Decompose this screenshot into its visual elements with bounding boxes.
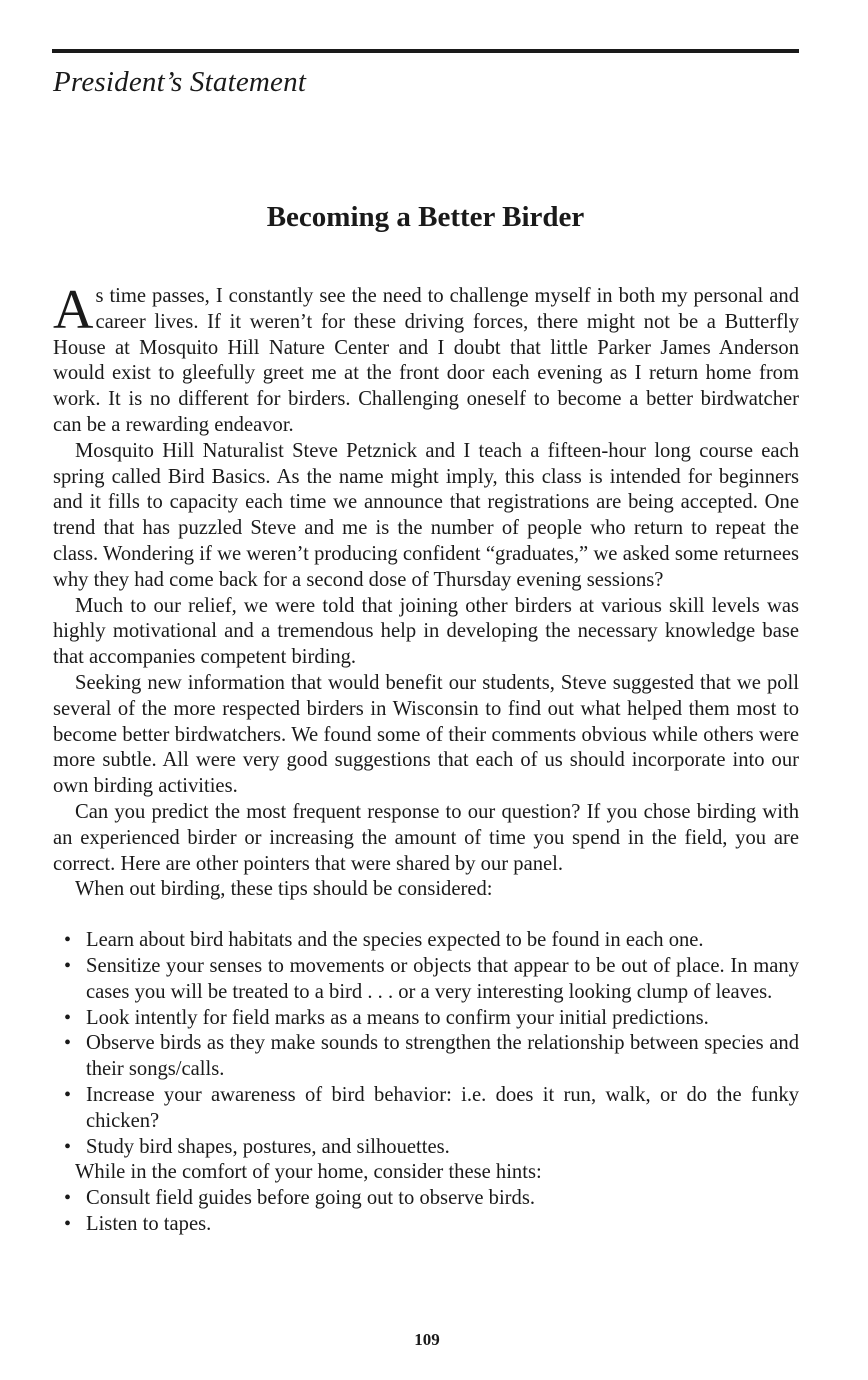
list-item: • Increase your awareness of bird behavior: i.e. does it run, walk, or do the funky chicken? (64, 1083, 799, 1132)
bullet-icon: • (64, 1212, 72, 1235)
list-item: • Listen to tapes. (53, 1212, 799, 1238)
paragraph-2: Mosquito Hill Naturalist Steve Petznick and I teach a fifteen-hour long course each spring called Bird Basics. As the name might imply, this class is intended for beginners and it fills to capacity each time we announce that registrations are being accepted. One trend that has puzzled Steve and me is the number of people who return to repeat the class. Wondering if we weren’t producing confident “graduates,” we asked some returnees why they had come back for a second dose of Thursday evening sessions? (53, 439, 799, 591)
bullet-icon: • (64, 1032, 72, 1055)
bullet-icon: • (64, 929, 72, 952)
bullet-icon: • (64, 954, 72, 977)
section-heading: President’s Statement (53, 66, 307, 98)
page-number: 109 (414, 1330, 440, 1349)
top-rule (52, 49, 799, 53)
field-tips-list (53, 928, 799, 1160)
paragraph-1 (53, 279, 799, 439)
list-item: • Look intently for field marks as a means to confirm your initial predictions. (53, 1006, 799, 1032)
paragraph-1-text: s time passes, I constantly see the need to challenge myself in both my personal and career lives. If it weren’t for these driving forces, there might not be a Butterfly House at Mosquito Hill Nature Center and I doubt that little Parker James Anderson would exist to gleefully greet me at the front door each evening as I return home from work. It is no different for birders. Challenging oneself to become a better birdwatcher can be a rewarding endeavor. (53, 285, 799, 436)
list-item: • Study bird shapes, postures, and silhouettes. (53, 1135, 799, 1161)
list-item: • Observe birds as they make sounds to strengthen the relationship between species and their songs/calls. (64, 1032, 799, 1081)
bullet-icon: • (64, 1006, 72, 1029)
home-tips-intro: While in the comfort of your home, consider these hints: (75, 1161, 542, 1184)
field-tips-intro: When out birding, these tips should be considered: (75, 878, 493, 901)
paragraph-5: Can you predict the most frequent response to our question? If you chose birding with an experienced birder or increasing the amount of time you spend in the field, you are correct. Here are other pointers that were shared by our panel. (53, 800, 799, 875)
drop-cap: A (53, 279, 94, 341)
paragraph-4: Seeking new information that would benefit our students, Steve suggested that we poll several of the more respected birders in Wisconsin to find out what helped them most to become better birdwatchers. We found some of their comments obvious while others were more subtle. All were very good suggestions that each of us should incorporate into our own birding activities. (53, 671, 799, 798)
article-body (53, 279, 799, 1238)
article-title: Becoming a Better Birder (266, 201, 585, 233)
list-item: • Learn about bird habitats and the species expected to be found in each one. (53, 928, 799, 954)
paragraph-3: Much to our relief, we were told that joining other birders at various skill levels was highly motivational and a tremendous help in developing the necessary knowledge base that accompanies competent birding. (53, 594, 799, 669)
bullet-icon: • (64, 1083, 72, 1106)
list-item: • Consult field guides before going out to observe birds. (53, 1186, 799, 1212)
list-item: • Sensitize your senses to movements or objects that appear to be out of place. In many cases you will be treated to a bird . . . or a very interesting looking clump of leaves. (64, 954, 799, 1003)
bullet-icon: • (64, 1187, 72, 1210)
bullet-icon: • (64, 1135, 72, 1158)
home-tips-list (53, 1186, 799, 1238)
